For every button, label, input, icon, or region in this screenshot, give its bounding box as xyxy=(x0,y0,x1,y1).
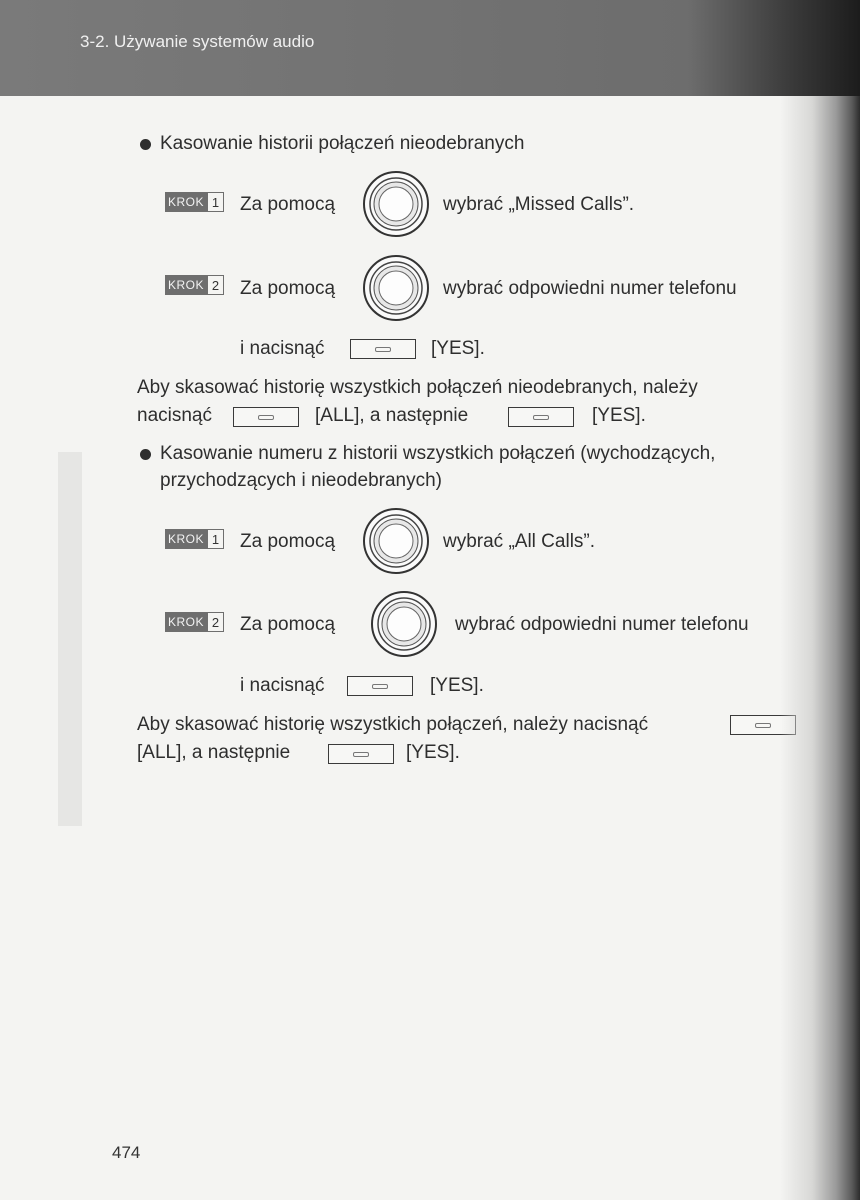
section-title: 3-2. Używanie systemów audio xyxy=(80,32,315,51)
step-text-prefix: Za pomocą xyxy=(240,614,336,635)
step-number: 2 xyxy=(207,275,224,295)
yes-label: [YES]. xyxy=(431,338,485,359)
step-text-prefix: Za pomocą xyxy=(240,531,336,552)
step-badge xyxy=(165,275,224,295)
step-text-prefix: Za pomocą xyxy=(240,194,336,215)
page-margin-band xyxy=(58,452,82,826)
page-edge-shadow xyxy=(780,96,860,1200)
press-text: i nacisnąć xyxy=(240,675,325,696)
section2-heading-line1: Kasowanie numeru z historii wszystkich połączeń (wychodzących, xyxy=(160,443,716,464)
note-text: Aby skasować historię wszystkich połączeń nieodebranych, należy xyxy=(137,377,698,398)
step-text-suffix: wybrać odpowiedni numer telefonu xyxy=(455,614,749,635)
bullet-icon xyxy=(140,449,151,460)
note-all-text: [ALL], a następnie xyxy=(315,405,469,426)
note-yes-text: [YES]. xyxy=(592,405,646,426)
step-text-suffix: wybrać „Missed Calls”. xyxy=(443,194,635,215)
tune-knob-icon xyxy=(362,170,430,238)
press-text: i nacisnąć xyxy=(240,338,325,359)
step-label: KROK xyxy=(165,275,207,295)
tune-knob-icon xyxy=(370,590,438,658)
step-label: KROK xyxy=(165,529,207,549)
section2-heading-line2: przychodzących i nieodebranych) xyxy=(160,470,442,491)
yes-button-icon xyxy=(350,339,416,359)
note-all-text: [ALL], a następnie xyxy=(137,742,291,763)
step-label: KROK xyxy=(165,612,207,632)
step-number: 2 xyxy=(207,612,224,632)
note-yes-text: [YES]. xyxy=(406,742,460,763)
yes-button-icon xyxy=(347,676,413,696)
yes-label: [YES]. xyxy=(430,675,484,696)
step-badge xyxy=(165,192,224,212)
step-badge xyxy=(165,612,224,632)
step-text-suffix: wybrać „All Calls”. xyxy=(443,531,596,552)
step-text-prefix: Za pomocą xyxy=(240,278,336,299)
all-button-icon xyxy=(233,407,299,427)
yes-button-icon xyxy=(508,407,574,427)
step-label: KROK xyxy=(165,192,207,212)
note-text: Aby skasować historię wszystkich połączeń, należy nacisnąć xyxy=(137,714,649,735)
tune-knob-icon xyxy=(362,254,430,322)
step-number: 1 xyxy=(207,529,224,549)
note-press-text: nacisnąć xyxy=(137,405,212,426)
step-text-suffix: wybrać odpowiedni numer telefonu xyxy=(443,278,737,299)
yes-button-icon xyxy=(328,744,394,764)
section1-heading: Kasowanie historii połączeń nieodebranych xyxy=(160,133,525,154)
step-number: 1 xyxy=(207,192,224,212)
page-number: 474 xyxy=(112,1143,141,1162)
tune-knob-icon xyxy=(362,507,430,575)
step-badge xyxy=(165,529,224,549)
bullet-icon xyxy=(140,139,151,150)
page-header xyxy=(0,0,860,96)
